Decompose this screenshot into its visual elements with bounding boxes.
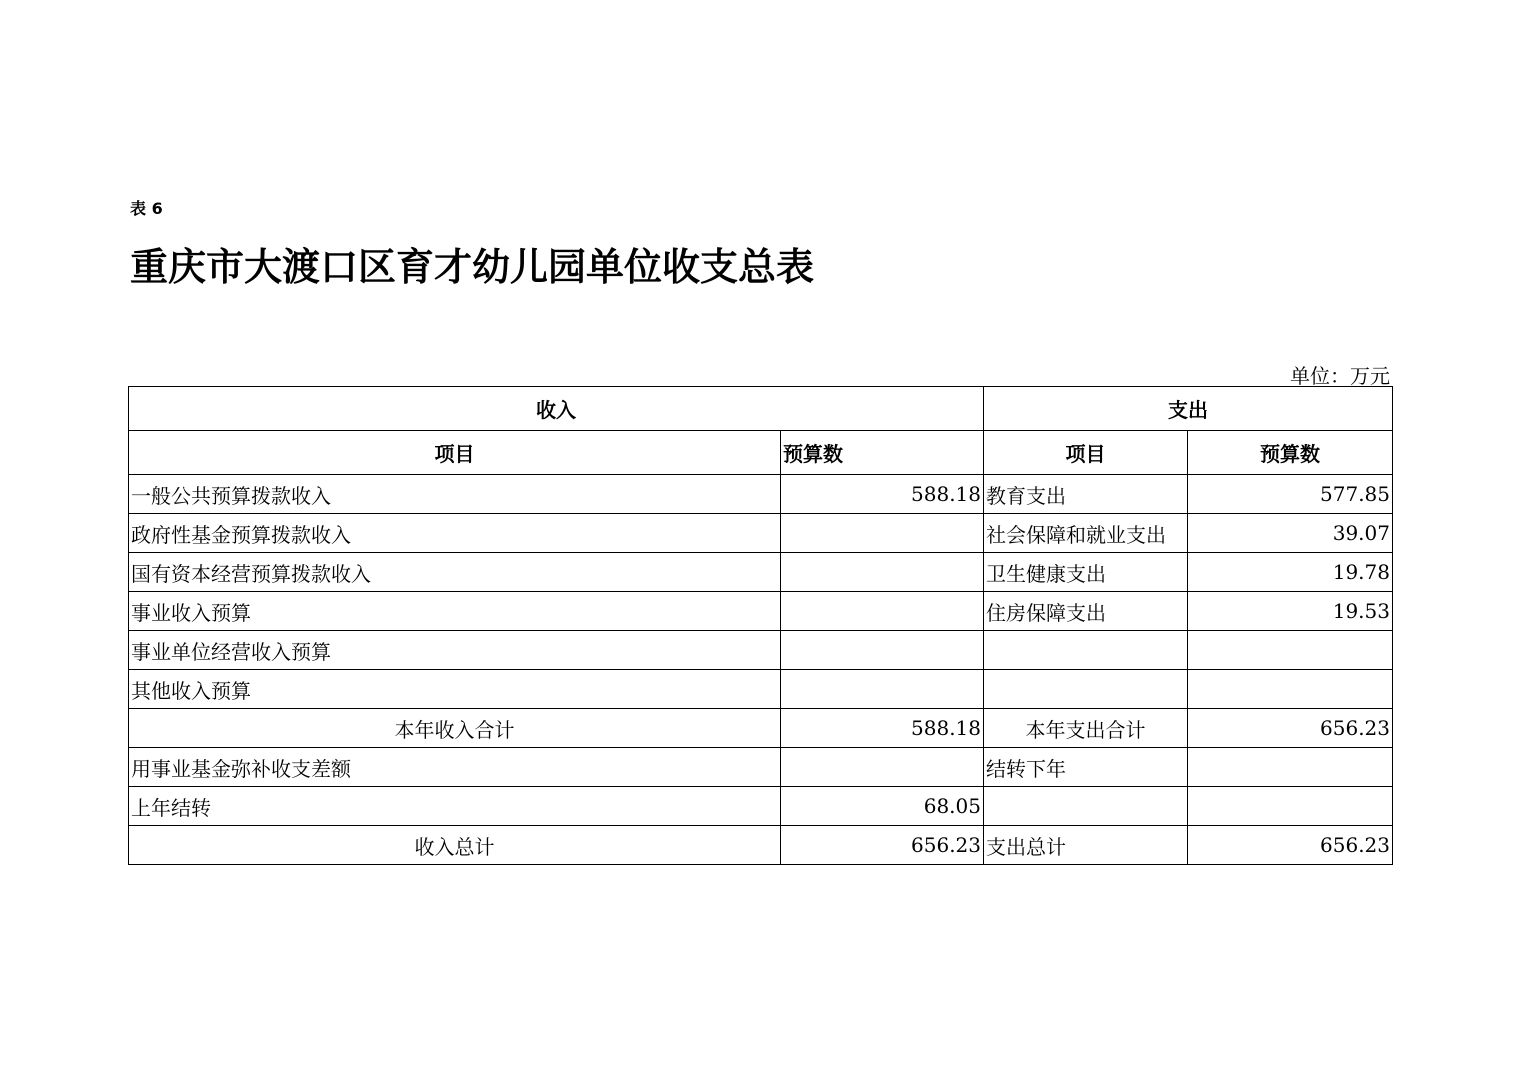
expenditure-item: 住房保障支出 bbox=[984, 592, 1188, 631]
table-row bbox=[129, 592, 1393, 631]
income-value bbox=[781, 670, 984, 709]
expenditure-value: 577.85 bbox=[1188, 475, 1393, 514]
table-row bbox=[129, 748, 1393, 787]
income-grand-total-label: 收入总计 bbox=[129, 826, 781, 865]
expenditure-item bbox=[984, 631, 1188, 670]
expenditure-value bbox=[1188, 748, 1393, 787]
table-row bbox=[129, 553, 1393, 592]
table-number: 表 6 bbox=[130, 199, 163, 218]
income-value bbox=[781, 514, 984, 553]
page-title: 重庆市大渡口区育才幼儿园单位收支总表 bbox=[130, 245, 815, 289]
income-item: 事业单位经营收入预算 bbox=[129, 631, 781, 670]
income-value bbox=[781, 748, 984, 787]
income-item: 国有资本经营预算拨款收入 bbox=[129, 553, 781, 592]
table-row bbox=[129, 631, 1393, 670]
table-row bbox=[129, 670, 1393, 709]
income-item: 其他收入预算 bbox=[129, 670, 781, 709]
expenditure-item-header: 项目 bbox=[984, 431, 1188, 475]
income-value: 68.05 bbox=[781, 787, 984, 826]
expenditure-item: 卫生健康支出 bbox=[984, 553, 1188, 592]
income-item: 政府性基金预算拨款收入 bbox=[129, 514, 781, 553]
unit-label: 单位：万元 bbox=[1290, 364, 1390, 388]
income-value bbox=[781, 631, 984, 670]
income-grand-total-value: 656.23 bbox=[781, 826, 984, 865]
income-annual-total-value: 588.18 bbox=[781, 709, 984, 748]
expenditure-item: 教育支出 bbox=[984, 475, 1188, 514]
income-header: 收入 bbox=[129, 387, 984, 431]
expenditure-value: 19.53 bbox=[1188, 592, 1393, 631]
expenditure-item bbox=[984, 670, 1188, 709]
expenditure-value: 39.07 bbox=[1188, 514, 1393, 553]
expenditure-budget-header: 预算数 bbox=[1188, 431, 1393, 475]
expenditure-value bbox=[1188, 670, 1393, 709]
table-row bbox=[129, 787, 1393, 826]
expenditure-grand-total-value: 656.23 bbox=[1188, 826, 1393, 865]
expenditure-annual-total-value: 656.23 bbox=[1188, 709, 1393, 748]
expenditure-header: 支出 bbox=[984, 387, 1393, 431]
table-row bbox=[129, 475, 1393, 514]
income-value: 588.18 bbox=[781, 475, 984, 514]
expenditure-item: 结转下年 bbox=[984, 748, 1188, 787]
grand-total-row bbox=[129, 826, 1393, 865]
expenditure-item: 社会保障和就业支出 bbox=[984, 514, 1188, 553]
table-group-header-row bbox=[129, 387, 1393, 431]
expenditure-value: 19.78 bbox=[1188, 553, 1393, 592]
table-row bbox=[129, 514, 1393, 553]
expenditure-annual-total-label: 本年支出合计 bbox=[984, 709, 1188, 748]
income-item: 事业收入预算 bbox=[129, 592, 781, 631]
expenditure-grand-total-label: 支出总计 bbox=[984, 826, 1188, 865]
income-value bbox=[781, 592, 984, 631]
income-item: 一般公共预算拨款收入 bbox=[129, 475, 781, 514]
income-value bbox=[781, 553, 984, 592]
income-annual-total-label: 本年收入合计 bbox=[129, 709, 781, 748]
table-column-header-row bbox=[129, 431, 1393, 475]
annual-total-row bbox=[129, 709, 1393, 748]
budget-table bbox=[128, 386, 1393, 865]
expenditure-value bbox=[1188, 631, 1393, 670]
income-item: 上年结转 bbox=[129, 787, 781, 826]
expenditure-value bbox=[1188, 787, 1393, 826]
income-item: 用事业基金弥补收支差额 bbox=[129, 748, 781, 787]
income-budget-header: 预算数 bbox=[781, 431, 984, 475]
expenditure-item bbox=[984, 787, 1188, 826]
income-item-header: 项目 bbox=[129, 431, 781, 475]
